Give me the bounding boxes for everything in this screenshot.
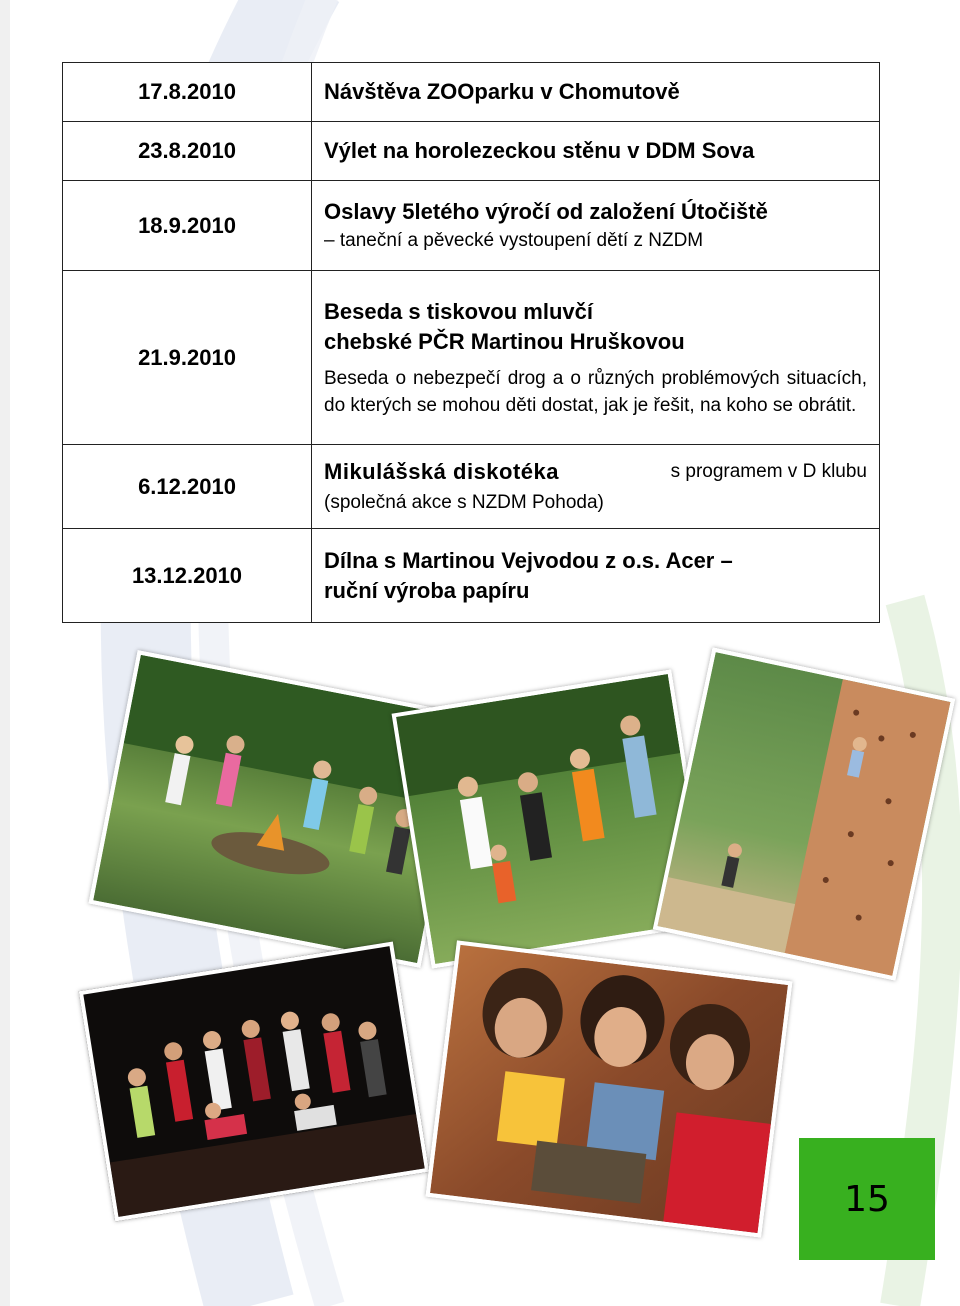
event-description	[312, 63, 880, 122]
activity-schedule-table	[62, 62, 880, 623]
event-title-line-2: chebské PČR Martinou Hruškovou	[324, 328, 685, 354]
event-title-line-1: Dílna s Martinou Vejvodou z o.s. Acer –	[324, 547, 733, 573]
event-title: Návštěva ZOOparku v Chomutově	[324, 79, 680, 104]
photo-stage-group	[79, 942, 430, 1222]
schedule-row	[63, 63, 880, 122]
event-date: 17.8.2010	[63, 63, 312, 122]
event-description	[312, 181, 880, 271]
event-description	[312, 445, 880, 529]
event-text: Beseda o nebezpečí drog a o různých problémových situacích, do kterých se mohou děti dostat, jak je řešit, na koho se obrátit.	[324, 367, 867, 416]
page-number-box	[799, 1138, 935, 1260]
event-note: (společná akce s NZDM Pohoda)	[324, 491, 604, 513]
event-date: 13.12.2010	[63, 529, 312, 623]
event-description	[312, 529, 880, 623]
schedule-row	[63, 529, 880, 623]
event-title: Výlet na horolezeckou stěnu v DDM Sova	[324, 138, 755, 163]
schedule-row	[63, 445, 880, 529]
event-title-line-2: ruční výroba papíru	[324, 577, 530, 603]
page-number: 15	[844, 1178, 890, 1220]
schedule-row	[63, 122, 880, 181]
event-title: Oslavy 5letého výročí od založení Útočiště	[324, 198, 768, 224]
event-title-row	[324, 457, 867, 487]
event-date: 18.9.2010	[63, 181, 312, 271]
photo-paper-workshop	[426, 940, 793, 1237]
event-title-line-1: Beseda s tiskovou mluvčí	[324, 298, 593, 324]
event-title-rest: s programem v D klubu	[670, 460, 867, 482]
event-description	[312, 122, 880, 181]
event-date: 23.8.2010	[63, 122, 312, 181]
schedule-row	[63, 271, 880, 445]
schedule-row	[63, 181, 880, 271]
event-title: Mikulášská diskotéka	[324, 458, 560, 484]
event-date: 21.9.2010	[63, 271, 312, 445]
event-subtitle: – taneční a pěvecké vystoupení dětí z NZDM	[324, 229, 704, 251]
event-description	[312, 271, 880, 445]
event-date: 6.12.2010	[63, 445, 312, 529]
